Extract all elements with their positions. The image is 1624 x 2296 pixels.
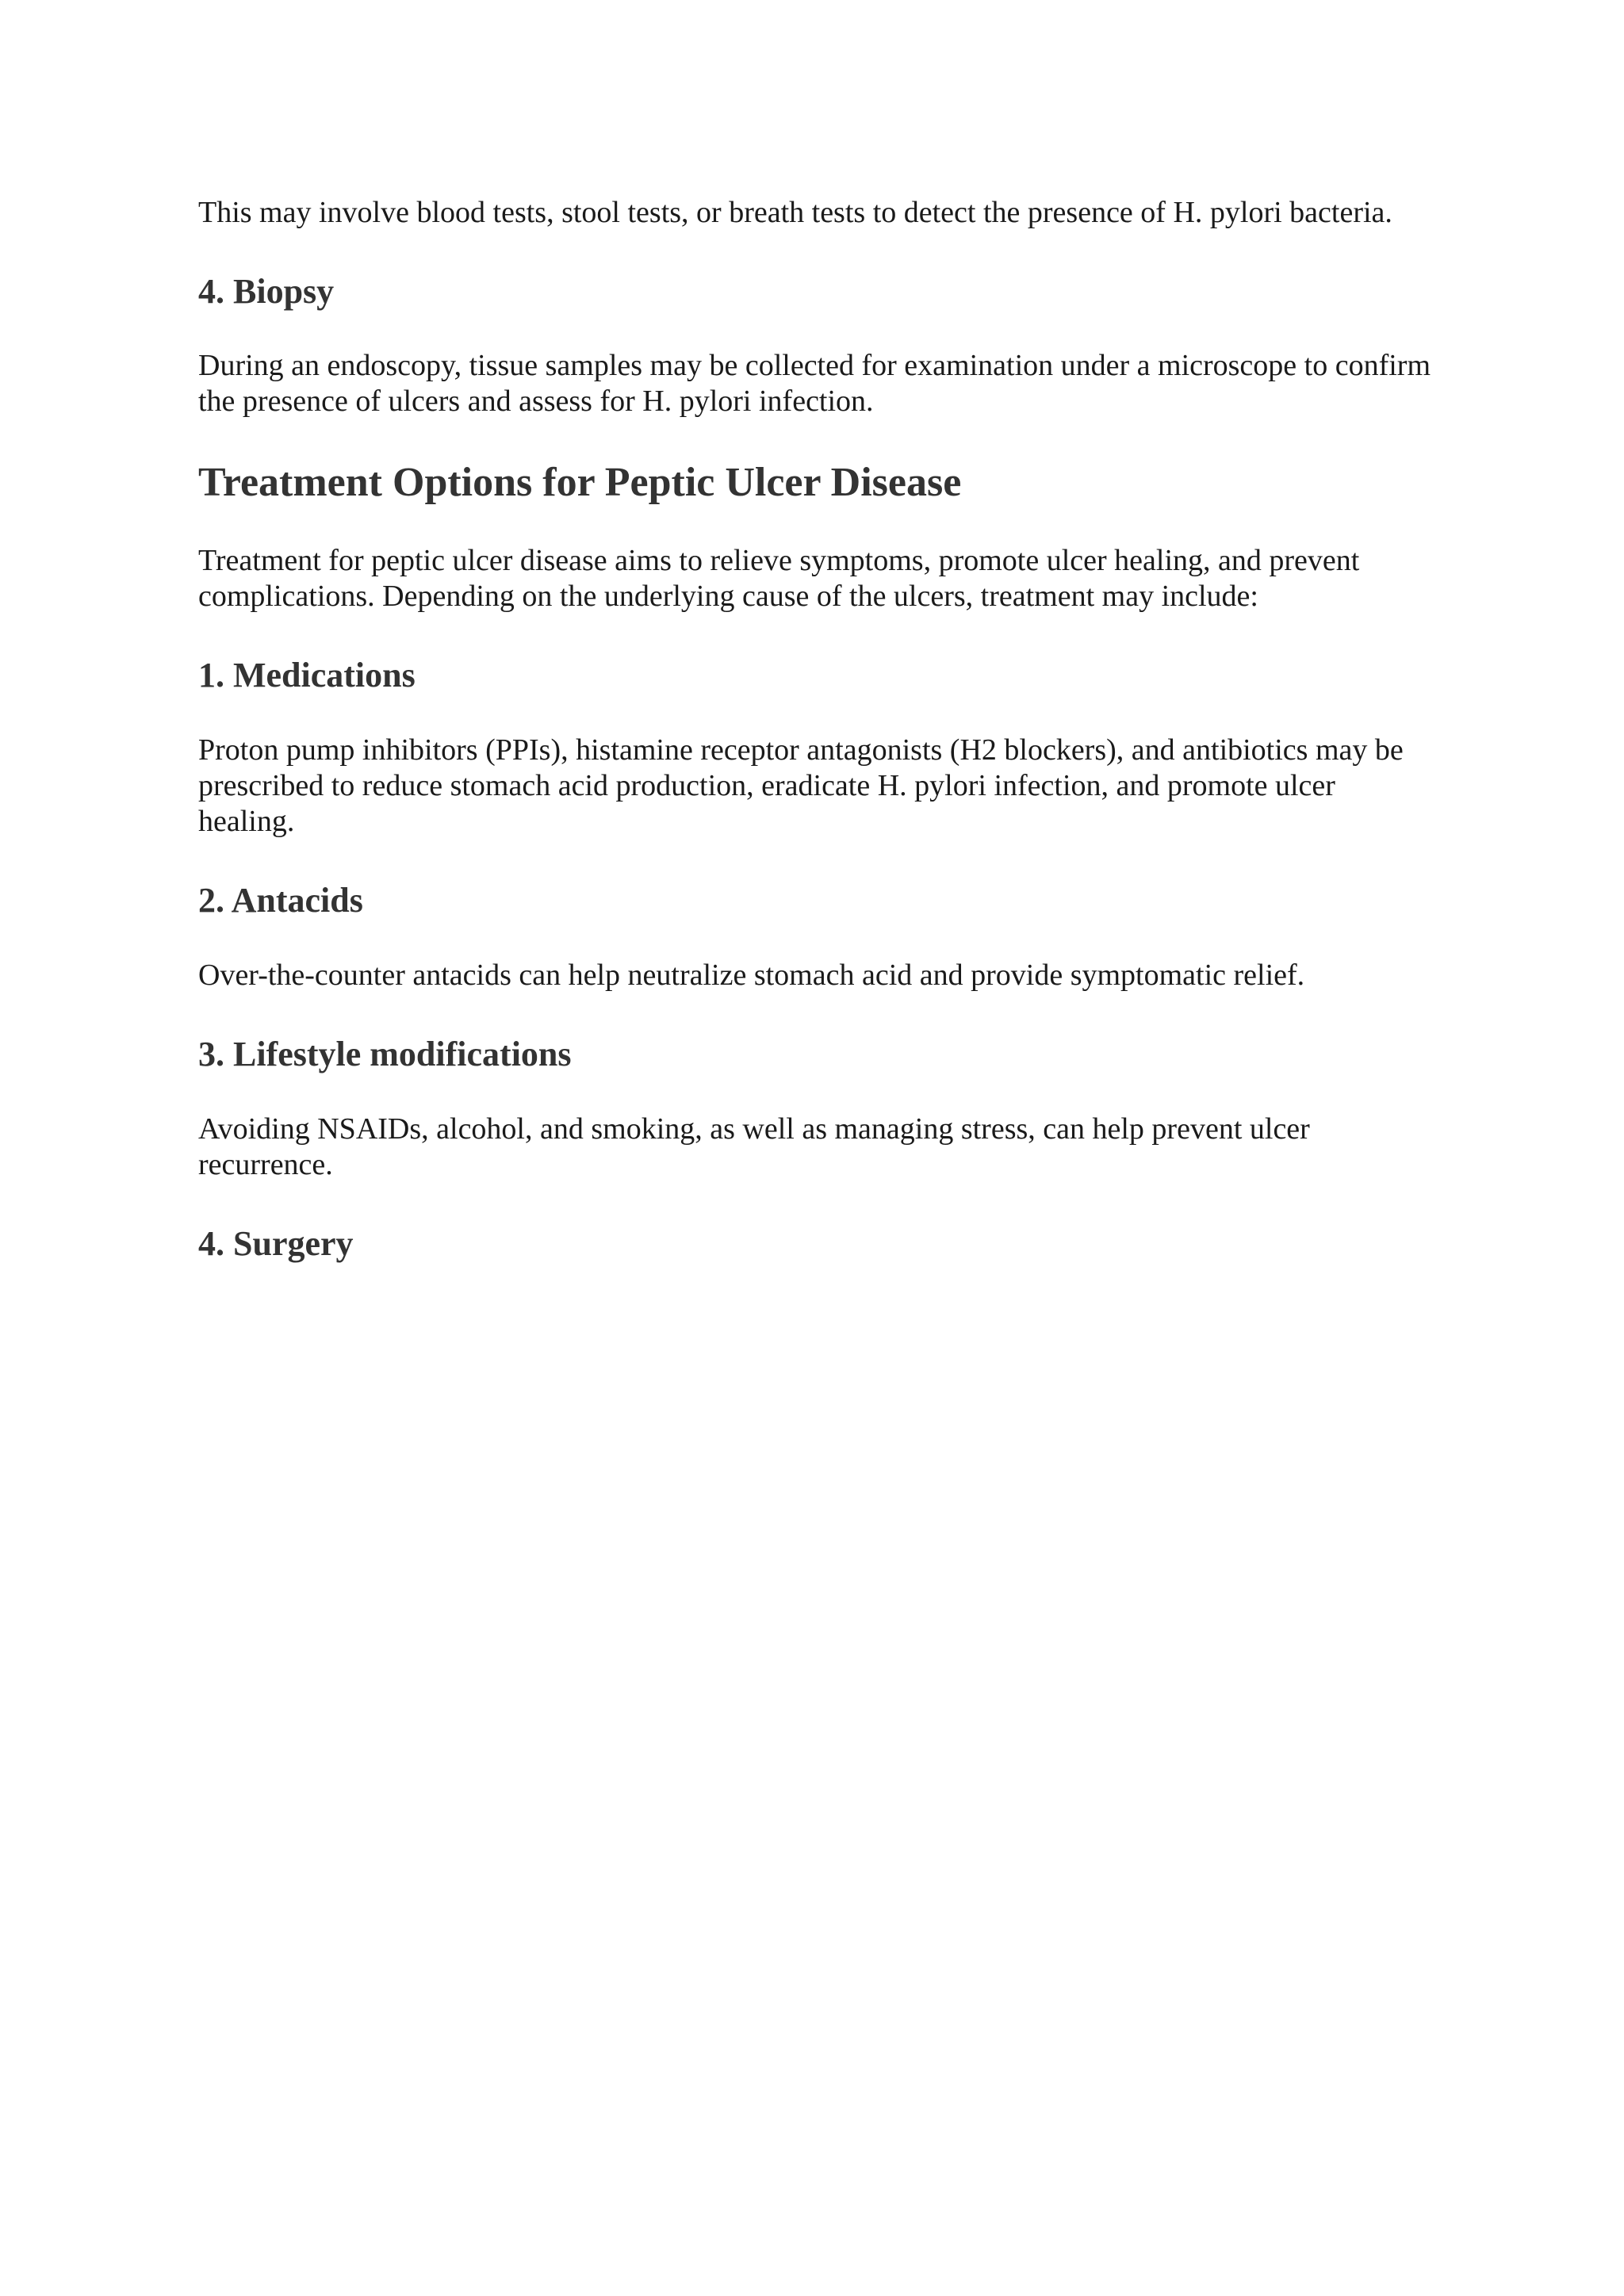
antacids-heading: 2. Antacids [198,881,363,920]
lifestyle-paragraph: Avoiding NSAIDs, alcohol, and smoking, as well as managing stress, can help prevent ulcer recurrence. [198,1112,1310,1181]
document-page [198,195,1435,1265]
treatment-intro-paragraph: Treatment for peptic ulcer disease aims to relieve symptoms, promote ulcer healing, and prevent complications. Depending on the underlying cause of the ulcers, treatment may include: [198,544,1360,613]
antacids-paragraph: Over-the-counter antacids can help neutralize stomach acid and provide symptomatic relief. [198,959,1305,992]
medications-heading: 1. Medications [198,656,416,695]
medications-paragraph: Proton pump inhibitors (PPIs), histamine receptor antagonists (H2 blockers), and antibiotics may be prescribed to reduce stomach acid production, eradicate H. pylori infection, and promote ulcer healing. [198,733,1404,838]
lifestyle-heading: 3. Lifestyle modifications [198,1035,572,1073]
surgery-heading: 4. Surgery [198,1224,354,1263]
intro-paragraph: This may involve blood tests, stool tests, or breath tests to detect the presence of H. pylori bacteria. [198,196,1392,229]
biopsy-heading: 4. Biopsy [198,272,335,311]
biopsy-paragraph: During an endoscopy, tissue samples may be collected for examination under a microscope to confirm the presence of ulcers and assess for H. pylori infection. [198,349,1431,418]
treatment-heading: Treatment Options for Peptic Ulcer Disease [198,460,962,505]
